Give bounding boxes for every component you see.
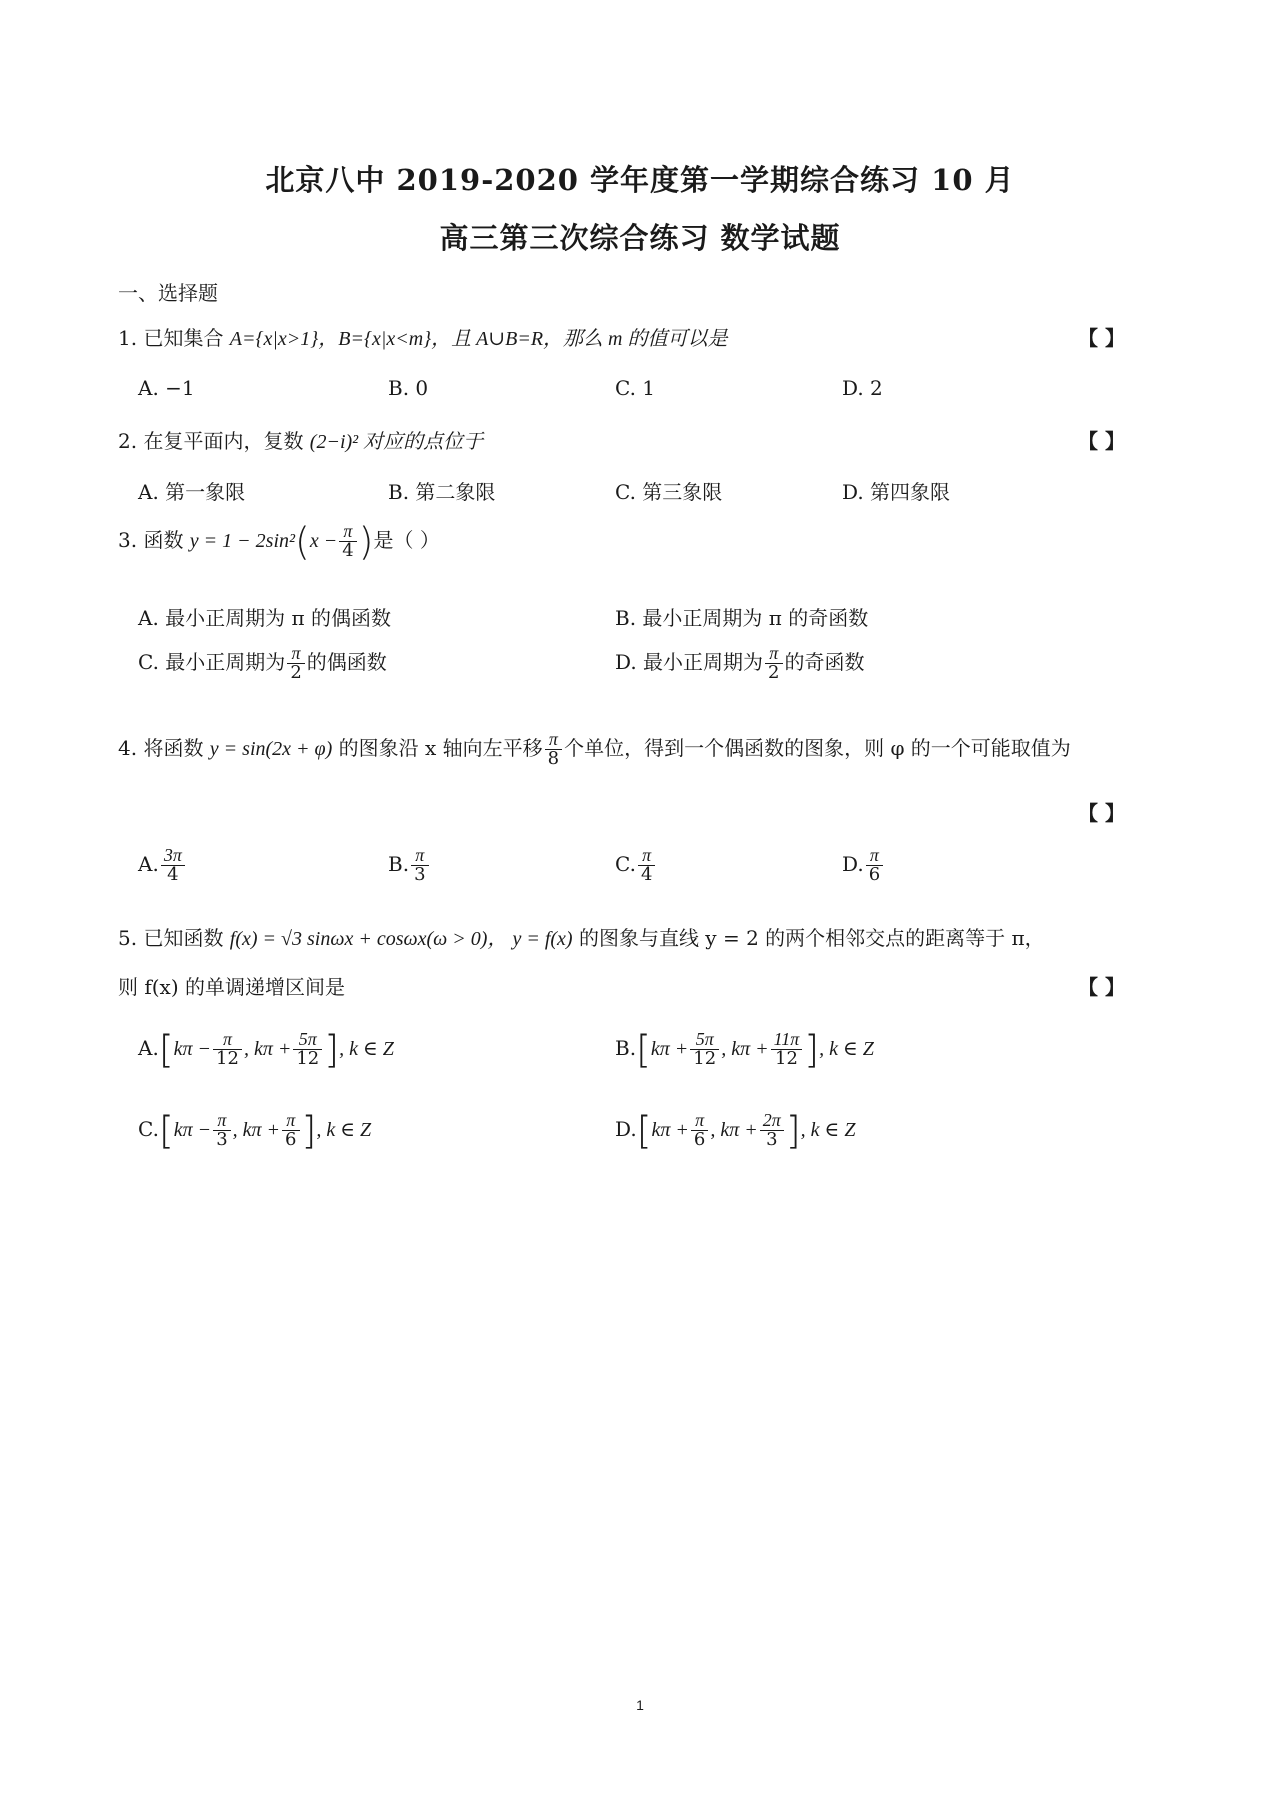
answer-bracket-2[interactable]: 【 】 xyxy=(1078,429,1125,453)
answer-bracket-4[interactable]: 【 】 xyxy=(1078,801,1125,825)
fraction: $\frac{\pi}{4}$ xyxy=(339,522,356,561)
question-4-stem: 4. 将函数 y = sin(2x + φ) 的图象沿 x 轴向左平移 $\frac{\pi}{8}$ 个单位，得到一个偶函数的图象，则 φ 的一个可能取值为 xyxy=(118,729,1071,769)
option-3d[interactable]: D. 最小正周期为 $\frac{\pi}{2}$ 的奇函数 xyxy=(615,643,865,683)
question-1-stem: 1. 已知集合 A={x|x>1}，B={x|x<m}，且 A∪B=R，那么 m 的值可以是 xyxy=(118,326,728,350)
option-2b[interactable]: B. 第二象限 xyxy=(388,480,496,504)
question-5-stem-line2: 则 f(x) 的单调递增区间是 xyxy=(118,975,346,999)
option-5a[interactable]: A.[kπ − $\frac{\pi}{12}$ , kπ + $\frac{5\pi}{12}$ ], k ∈ Z xyxy=(138,1027,394,1072)
option-2a[interactable]: A. 第一象限 xyxy=(138,480,246,504)
question-2-stem: 2. 在复平面内，复数 (2−i)² 对应的点位于 xyxy=(118,429,484,453)
option-2d[interactable]: D. 第四象限 xyxy=(842,480,951,504)
answer-bracket-5[interactable]: 【 】 xyxy=(1078,975,1125,999)
option-3c[interactable]: C. 最小正周期为 $\frac{\pi}{2}$ 的偶函数 xyxy=(138,643,387,683)
option-4c[interactable]: C. $\frac{\pi}{4}$ xyxy=(615,846,657,885)
option-3a[interactable]: A. 最小正周期为 π 的偶函数 xyxy=(138,606,392,630)
page-number: 1 xyxy=(636,1697,644,1713)
option-1c[interactable]: C. 1 xyxy=(615,376,656,400)
option-2c[interactable]: C. 第三象限 xyxy=(615,480,723,504)
question-3-stem: 3. 函数 y = 1 − 2sin²(x − $\frac{\pi}{4}$ )是（ ） xyxy=(118,519,440,564)
option-5c[interactable]: C.[kπ − $\frac{\pi}{3}$ , kπ + $\frac{\pi}{6}$ ], k ∈ Z xyxy=(138,1108,372,1153)
page-subtitle: 高三第三次综合练习 数学试题 xyxy=(439,221,841,255)
question-5-stem-line1: 5. 已知函数 f(x) = √3 sinωx + cosωx(ω > 0)， y = f(x) 的图象与直线 y = 2 的两个相邻交点的距离等于 π， xyxy=(118,926,1045,950)
option-1d[interactable]: D. 2 xyxy=(842,376,883,400)
option-4d[interactable]: D. $\frac{\pi}{6}$ xyxy=(842,846,885,885)
option-5b[interactable]: B.[kπ + $\frac{5\pi}{12}$ , kπ + $\frac{11\pi}{12}$ ], k ∈ Z xyxy=(615,1027,874,1072)
answer-bracket-1[interactable]: 【 】 xyxy=(1078,326,1125,350)
option-5d[interactable]: D.[kπ + $\frac{\pi}{6}$ , kπ + $\frac{2\pi}{3}$ ], k ∈ Z xyxy=(615,1108,856,1153)
option-1a[interactable]: A. −1 xyxy=(138,376,195,400)
option-3b[interactable]: B. 最小正周期为 π 的奇函数 xyxy=(615,606,869,630)
option-4b[interactable]: B. $\frac{\pi}{3}$ xyxy=(388,846,431,885)
option-4a[interactable]: A. $\frac{3\pi}{4}$ xyxy=(138,846,187,885)
page-title: 北京八中 2019-2020 学年度第一学期综合练习 10 月 xyxy=(265,163,1015,197)
option-1b[interactable]: B. 0 xyxy=(388,376,429,400)
section-heading: 一、选择题 xyxy=(118,281,218,305)
